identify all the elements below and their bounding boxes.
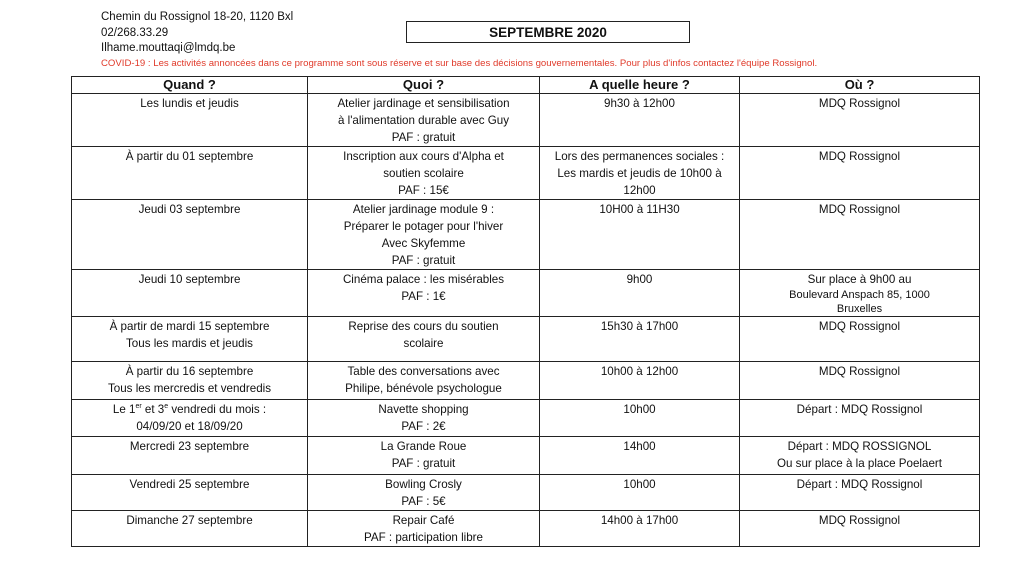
cell-what bbox=[308, 475, 540, 511]
what-line: soutien scolaire bbox=[383, 167, 464, 180]
cell-where bbox=[740, 475, 980, 511]
when-line: À partir du 01 septembre bbox=[125, 150, 254, 163]
cell-what bbox=[308, 147, 540, 200]
table-row bbox=[72, 147, 980, 200]
table-row bbox=[72, 362, 980, 400]
what-line: Philipe, bénévole psychologue bbox=[345, 382, 502, 395]
cell-what bbox=[308, 317, 540, 362]
cell-time bbox=[540, 511, 740, 547]
cell-where bbox=[740, 147, 980, 200]
what-line: PAF : participation libre bbox=[364, 531, 483, 544]
what-line: PAF : gratuit bbox=[391, 457, 456, 470]
when-part: Le 1 bbox=[112, 403, 136, 416]
cell-time bbox=[540, 400, 740, 437]
cell-when bbox=[72, 511, 308, 547]
where-line: MDQ Rossignol bbox=[818, 320, 901, 333]
what-line: PAF : gratuit bbox=[391, 254, 456, 267]
cell-time bbox=[540, 147, 740, 200]
cell-where bbox=[740, 270, 980, 317]
what-line: Atelier jardinage module 9 : bbox=[352, 203, 495, 216]
cell-where bbox=[740, 437, 980, 475]
what-line: PAF : gratuit bbox=[391, 131, 456, 144]
cell-what bbox=[308, 400, 540, 437]
where-line: MDQ Rossignol bbox=[818, 203, 901, 216]
what-line: Atelier jardinage et sensibilisation bbox=[337, 97, 510, 110]
when-part: er bbox=[135, 403, 142, 411]
table-row bbox=[72, 270, 980, 317]
what-line: Reprise des cours du soutien bbox=[348, 320, 499, 333]
cell-where bbox=[740, 200, 980, 270]
when-line: Les lundis et jeudis bbox=[140, 97, 239, 110]
when-part: et 3 bbox=[141, 403, 165, 416]
contact-block bbox=[101, 10, 293, 57]
cell-when bbox=[72, 147, 308, 200]
cell-when bbox=[72, 270, 308, 317]
cell-where bbox=[740, 317, 980, 362]
where_small-line: Boulevard Anspach 85, 1000 bbox=[789, 289, 930, 301]
where-line: Ou sur place à la place Poelaert bbox=[777, 457, 942, 470]
when-line: Mercredi 23 septembre bbox=[129, 440, 250, 453]
month-title: SEPTEMBRE 2020 bbox=[406, 21, 690, 43]
table-row bbox=[72, 200, 980, 270]
what-line: Repair Café bbox=[392, 514, 455, 527]
where-line: MDQ Rossignol bbox=[818, 514, 901, 527]
when-line: À partir du 16 septembre bbox=[125, 365, 254, 378]
what-line: Préparer le potager pour l'hiver bbox=[343, 220, 504, 233]
header-when: Quand ? bbox=[72, 77, 308, 94]
time-line: 9h30 à 12h00 bbox=[604, 97, 675, 110]
when-line: 04/09/20 et 18/09/20 bbox=[136, 420, 243, 433]
header-where: Où ? bbox=[740, 77, 980, 94]
contact-email: Ilhame.mouttaqi@lmdq.be bbox=[101, 42, 236, 54]
time-line: 10h00 bbox=[623, 478, 656, 491]
when-line: Jeudi 10 septembre bbox=[138, 273, 241, 286]
time-line: 9h00 bbox=[626, 273, 653, 286]
what-line: Cinéma palace : les misérables bbox=[342, 273, 505, 286]
where-line: Départ : MDQ Rossignol bbox=[796, 478, 923, 491]
contact-phone: 02/268.33.29 bbox=[101, 26, 169, 39]
where-line: MDQ Rossignol bbox=[818, 150, 901, 163]
cell-what bbox=[308, 200, 540, 270]
when-line: Jeudi 03 septembre bbox=[138, 203, 241, 216]
cell-time bbox=[540, 317, 740, 362]
what-line: PAF : 1€ bbox=[401, 290, 446, 303]
table-row bbox=[72, 317, 980, 362]
when-line: Tous les mardis et jeudis bbox=[126, 337, 253, 350]
when-line: À partir de mardi 15 septembre bbox=[109, 320, 270, 333]
what-line: PAF : 2€ bbox=[401, 420, 446, 433]
cell-what bbox=[308, 511, 540, 547]
cell-when bbox=[72, 437, 308, 475]
cell-when bbox=[72, 94, 308, 147]
time-line: 10h00 bbox=[623, 403, 656, 416]
cell-time bbox=[540, 475, 740, 511]
cell-what bbox=[308, 437, 540, 475]
cell-where bbox=[740, 400, 980, 437]
when-line: Tous les mercredis et vendredis bbox=[107, 382, 272, 395]
cell-where bbox=[740, 362, 980, 400]
cell-when bbox=[72, 400, 308, 437]
what-line: PAF : 5€ bbox=[401, 495, 446, 508]
what-line: Inscription aux cours d'Alpha et bbox=[343, 150, 504, 163]
cell-what bbox=[308, 362, 540, 400]
cell-what bbox=[308, 270, 540, 317]
time-line: Lors des permanences sociales : bbox=[554, 150, 725, 163]
table-row bbox=[72, 511, 980, 547]
what-line: La Grande Roue bbox=[380, 440, 467, 453]
where-line: MDQ Rossignol bbox=[818, 97, 901, 110]
where_small-line: Bruxelles bbox=[836, 303, 883, 315]
table-row bbox=[72, 400, 980, 437]
time-line: 14h00 à 17h00 bbox=[600, 514, 679, 527]
what-line: PAF : 15€ bbox=[398, 184, 449, 197]
time-line: 14h00 bbox=[623, 440, 656, 453]
time-line: 12h00 bbox=[623, 184, 656, 197]
cell-where bbox=[740, 94, 980, 147]
table-row bbox=[72, 475, 980, 511]
cell-where bbox=[740, 511, 980, 547]
schedule-table bbox=[71, 76, 980, 547]
what-line: Avec Skyfemme bbox=[381, 237, 466, 250]
cell-time bbox=[540, 437, 740, 475]
what-line: à l'alimentation durable avec Guy bbox=[337, 114, 510, 127]
when-part: vendredi du mois : bbox=[168, 403, 267, 416]
what-line: scolaire bbox=[403, 337, 444, 350]
covid-notice: COVID-19 : Les activités annoncées dans ce programme sont sous réserve et sur base des décisions gouvernementales. Pour plus d'infos contactez l'équipe Rossignol. bbox=[101, 58, 818, 69]
cell-time bbox=[540, 200, 740, 270]
where-line: Sur place à 9h00 au bbox=[807, 273, 912, 286]
time-line: Les mardis et jeudis de 10h00 à bbox=[557, 167, 722, 180]
header-time: A quelle heure ? bbox=[540, 77, 740, 94]
when-part: e bbox=[164, 403, 169, 411]
cell-when bbox=[72, 362, 308, 400]
where-line: Départ : MDQ ROSSIGNOL bbox=[787, 440, 932, 453]
contact-address: Chemin du Rossignol 18-20, 1120 Bxl bbox=[101, 11, 294, 23]
cell-what bbox=[308, 94, 540, 147]
table-row bbox=[72, 94, 980, 147]
when-line: Dimanche 27 septembre bbox=[126, 514, 253, 527]
time-line: 10h00 à 12h00 bbox=[600, 365, 679, 378]
cell-time bbox=[540, 94, 740, 147]
where-line: MDQ Rossignol bbox=[818, 365, 901, 378]
what-line: Navette shopping bbox=[378, 403, 469, 416]
cell-when bbox=[72, 317, 308, 362]
cell-time bbox=[540, 362, 740, 400]
what-line: Bowling Crosly bbox=[385, 478, 462, 491]
when-line: Vendredi 25 septembre bbox=[129, 478, 250, 491]
time-line: 15h30 à 17h00 bbox=[600, 320, 679, 333]
cell-when bbox=[72, 475, 308, 511]
cell-when bbox=[72, 200, 308, 270]
table-header-row bbox=[72, 77, 980, 94]
where-line: Départ : MDQ Rossignol bbox=[796, 403, 923, 416]
cell-time bbox=[540, 270, 740, 317]
when-line bbox=[76, 401, 303, 418]
time-line: 10H00 à 11H30 bbox=[599, 203, 680, 216]
header-what: Quoi ? bbox=[308, 77, 540, 94]
table-row bbox=[72, 437, 980, 475]
what-line: Table des conversations avec bbox=[347, 365, 500, 378]
